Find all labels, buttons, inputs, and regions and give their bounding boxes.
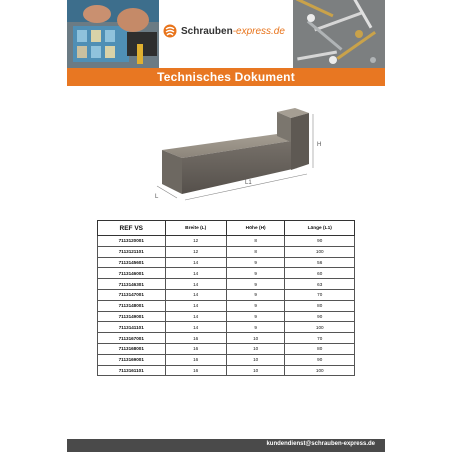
col-length: Länge (L1) (285, 221, 355, 236)
table-row: 7113167001 16 10 70 (98, 333, 355, 344)
col-ref: REF VS (98, 221, 166, 236)
table-row: 7113147001 14 9 70 (98, 289, 355, 300)
spec-table (97, 220, 355, 376)
table-row: 7113149001 14 9 90 (98, 311, 355, 322)
col-width: Breite (L) (165, 221, 226, 236)
document-page (67, 0, 385, 452)
page-title: Technisches Dokument (157, 70, 295, 84)
table-header-row (98, 221, 355, 236)
contact-email-link[interactable]: kundendienst@schrauben-express.de (266, 441, 375, 447)
table-row: 7113161101 16 10 100 (98, 365, 355, 376)
workshop-tools-photo (67, 0, 159, 68)
table-row: 7113146001 14 9 60 (98, 268, 355, 279)
brand-logo (163, 18, 293, 44)
footer-bar (67, 439, 385, 452)
header-banner (67, 0, 385, 68)
gib-head-key-drawing (127, 102, 327, 212)
brand-name: Schrauben-express.de (181, 25, 285, 37)
table-row: 7113168001 16 10 80 (98, 343, 355, 354)
width-label: L (155, 194, 159, 200)
screws-photo (293, 0, 385, 68)
table-row: 7113169001 16 10 90 (98, 354, 355, 365)
screw-logo-icon (163, 24, 177, 38)
height-label: H (317, 142, 322, 148)
table-row: 7113148001 14 9 80 (98, 300, 355, 311)
table-row: 7113145601 14 9 56 (98, 257, 355, 268)
table-row: 7113120001 12 8 90 (98, 236, 355, 247)
title-bar (67, 68, 385, 86)
table-row: 7113141101 14 9 100 (98, 322, 355, 333)
table-row: 7113146301 14 9 63 (98, 279, 355, 290)
table-row: 7113121101 12 8 100 (98, 246, 355, 257)
col-height: Höhe (H) (226, 221, 285, 236)
length-label: L1 (245, 180, 252, 186)
